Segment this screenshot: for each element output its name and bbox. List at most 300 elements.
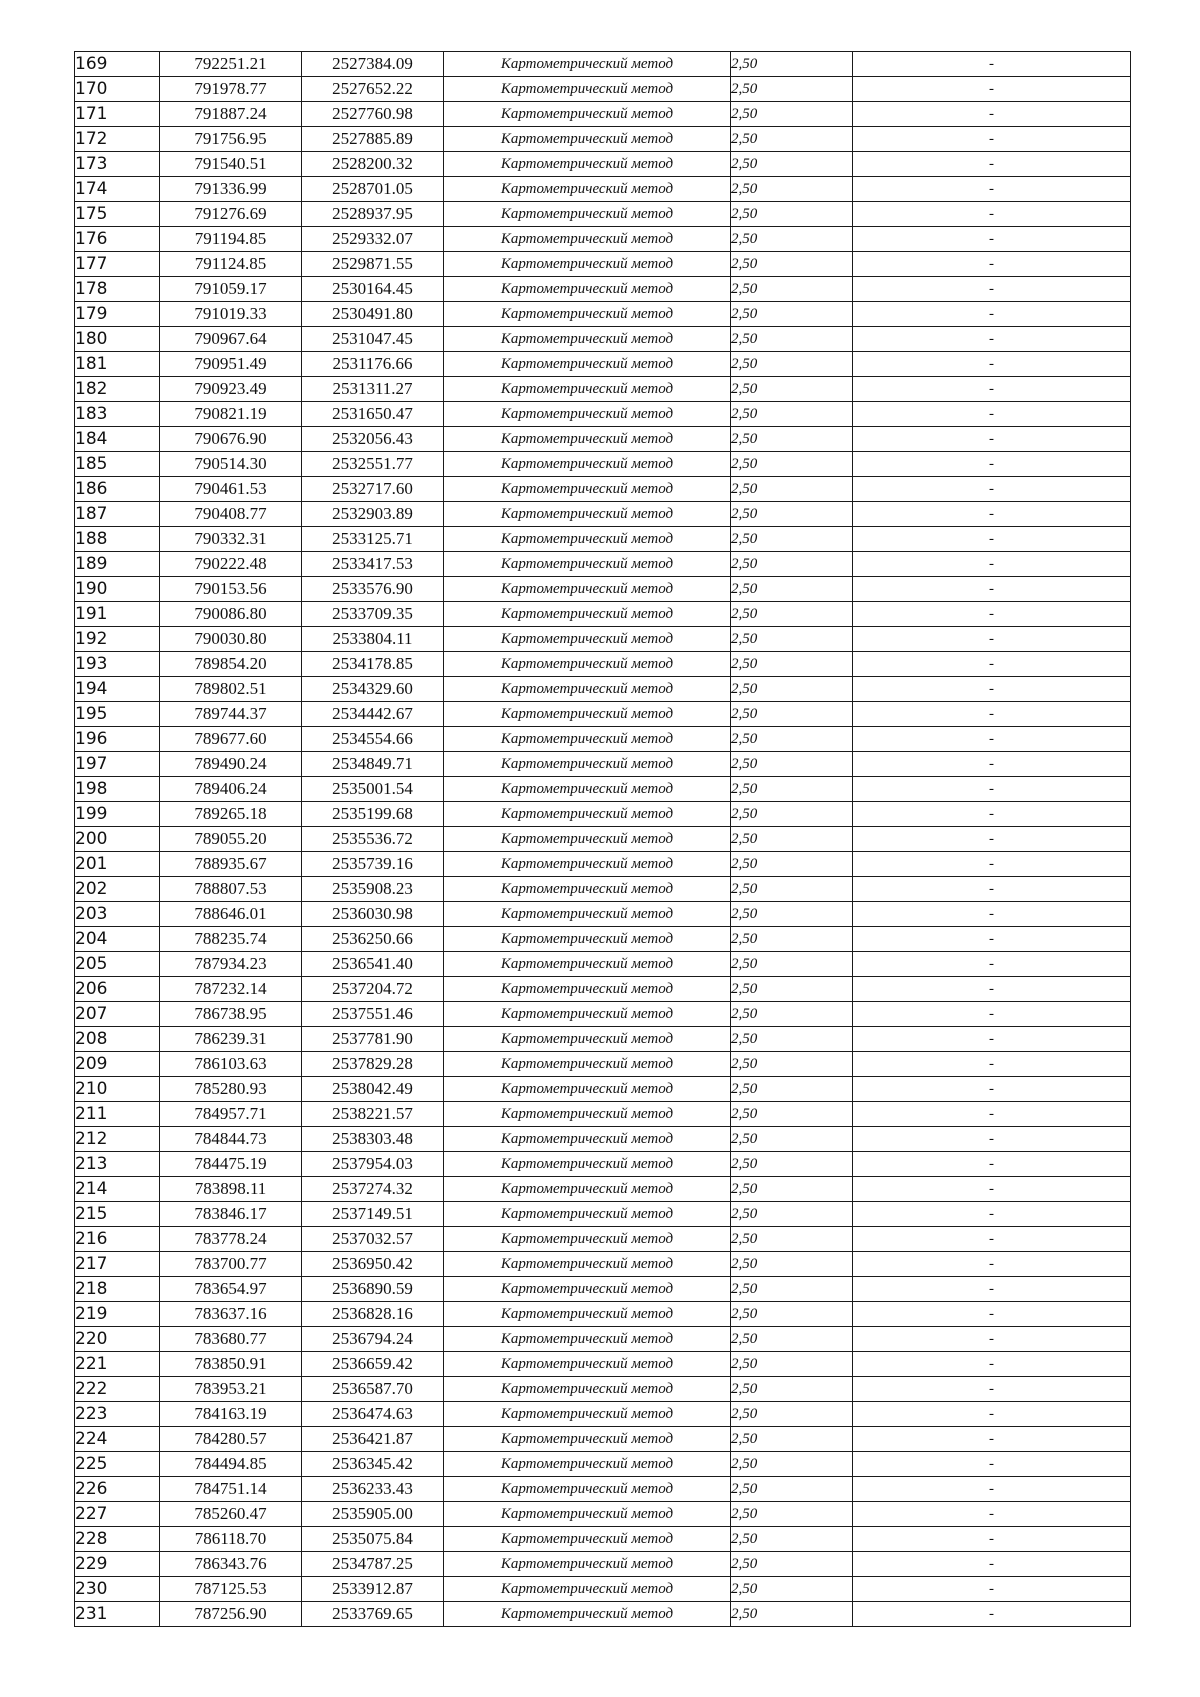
point-number-cell: 193 [75,652,160,677]
y-coordinate-cell: 2536474.63 [302,1402,444,1427]
accuracy-cell: 2,50 [731,1277,853,1302]
accuracy-cell: 2,50 [731,1102,853,1127]
x-coordinate-cell: 786239.31 [160,1027,302,1052]
point-number-cell: 184 [75,427,160,452]
accuracy-cell: 2,50 [731,627,853,652]
table-row [75,1602,1131,1627]
table-row [75,1352,1131,1377]
y-coordinate-cell: 2537204.72 [302,977,444,1002]
method-cell: Картометрический метод [444,1027,731,1052]
table-row [75,1102,1131,1127]
accuracy-cell: 2,50 [731,827,853,852]
x-coordinate-cell: 787232.14 [160,977,302,1002]
y-coordinate-cell: 2536828.16 [302,1302,444,1327]
accuracy-cell: 2,50 [731,652,853,677]
point-number-cell: 199 [75,802,160,827]
accuracy-cell: 2,50 [731,952,853,977]
point-number-cell: 200 [75,827,160,852]
table-row [75,1152,1131,1177]
accuracy-cell: 2,50 [731,377,853,402]
y-coordinate-cell: 2533417.53 [302,552,444,577]
x-coordinate-cell: 784475.19 [160,1152,302,1177]
accuracy-cell: 2,50 [731,1377,853,1402]
x-coordinate-cell: 790967.64 [160,327,302,352]
point-number-cell: 195 [75,702,160,727]
x-coordinate-cell: 791124.85 [160,252,302,277]
x-coordinate-cell: 789406.24 [160,777,302,802]
table-row [75,1202,1131,1227]
x-coordinate-cell: 784844.73 [160,1127,302,1152]
description-cell: - [853,552,1131,577]
accuracy-cell: 2,50 [731,552,853,577]
method-cell: Картометрический метод [444,752,731,777]
y-coordinate-cell: 2535908.23 [302,877,444,902]
point-number-cell: 226 [75,1477,160,1502]
y-coordinate-cell: 2538042.49 [302,1077,444,1102]
description-cell: - [853,1002,1131,1027]
y-coordinate-cell: 2532903.89 [302,502,444,527]
x-coordinate-cell: 783778.24 [160,1227,302,1252]
table-row [75,1427,1131,1452]
point-number-cell: 222 [75,1377,160,1402]
x-coordinate-cell: 787256.90 [160,1602,302,1627]
accuracy-cell: 2,50 [731,802,853,827]
x-coordinate-cell: 788935.67 [160,852,302,877]
table-row [75,852,1131,877]
x-coordinate-cell: 788807.53 [160,877,302,902]
method-cell: Картометрический метод [444,627,731,652]
table-row [75,1502,1131,1527]
point-number-cell: 185 [75,452,160,477]
method-cell: Картометрический метод [444,1577,731,1602]
description-cell: - [853,1352,1131,1377]
point-number-cell: 180 [75,327,160,352]
point-number-cell: 198 [75,777,160,802]
x-coordinate-cell: 789744.37 [160,702,302,727]
point-number-cell: 191 [75,602,160,627]
table-row [75,152,1131,177]
table-row [75,1127,1131,1152]
description-cell: - [853,377,1131,402]
y-coordinate-cell: 2535075.84 [302,1527,444,1552]
method-cell: Картометрический метод [444,652,731,677]
accuracy-cell: 2,50 [731,302,853,327]
table-row [75,1227,1131,1252]
method-cell: Картометрический метод [444,1102,731,1127]
accuracy-cell: 2,50 [731,1402,853,1427]
description-cell: - [853,302,1131,327]
table-row [75,277,1131,302]
accuracy-cell: 2,50 [731,1327,853,1352]
point-number-cell: 218 [75,1277,160,1302]
point-number-cell: 170 [75,77,160,102]
table-row [75,902,1131,927]
method-cell: Картометрический метод [444,702,731,727]
point-number-cell: 174 [75,177,160,202]
description-cell: - [853,252,1131,277]
x-coordinate-cell: 789802.51 [160,677,302,702]
point-number-cell: 201 [75,852,160,877]
description-cell: - [853,1577,1131,1602]
accuracy-cell: 2,50 [731,77,853,102]
y-coordinate-cell: 2536233.43 [302,1477,444,1502]
table-row [75,377,1131,402]
coordinates-table [74,51,1131,1627]
method-cell: Картометрический метод [444,927,731,952]
point-number-cell: 215 [75,1202,160,1227]
y-coordinate-cell: 2527760.98 [302,102,444,127]
description-cell: - [853,1477,1131,1502]
accuracy-cell: 2,50 [731,1452,853,1477]
point-number-cell: 227 [75,1502,160,1527]
point-number-cell: 210 [75,1077,160,1102]
table-row [75,252,1131,277]
point-number-cell: 194 [75,677,160,702]
y-coordinate-cell: 2533125.71 [302,527,444,552]
y-coordinate-cell: 2534554.66 [302,727,444,752]
description-cell: - [853,1302,1131,1327]
accuracy-cell: 2,50 [731,1477,853,1502]
method-cell: Картометрический метод [444,1177,731,1202]
y-coordinate-cell: 2528937.95 [302,202,444,227]
x-coordinate-cell: 783654.97 [160,1277,302,1302]
table-row [75,1252,1131,1277]
table-row [75,1377,1131,1402]
method-cell: Картометрический метод [444,952,731,977]
x-coordinate-cell: 788646.01 [160,902,302,927]
x-coordinate-cell: 790408.77 [160,502,302,527]
point-number-cell: 211 [75,1102,160,1127]
method-cell: Картометрический метод [444,277,731,302]
method-cell: Картометрический метод [444,727,731,752]
description-cell: - [853,852,1131,877]
point-number-cell: 189 [75,552,160,577]
description-cell: - [853,1552,1131,1577]
method-cell: Картометрический метод [444,1452,731,1477]
y-coordinate-cell: 2534178.85 [302,652,444,677]
method-cell: Картометрический метод [444,1402,731,1427]
accuracy-cell: 2,50 [731,1552,853,1577]
x-coordinate-cell: 790222.48 [160,552,302,577]
accuracy-cell: 2,50 [731,127,853,152]
table-row [75,1477,1131,1502]
method-cell: Картометрический метод [444,1202,731,1227]
description-cell: - [853,777,1131,802]
accuracy-cell: 2,50 [731,527,853,552]
table-row [75,577,1131,602]
point-number-cell: 204 [75,927,160,952]
x-coordinate-cell: 789490.24 [160,752,302,777]
x-coordinate-cell: 784957.71 [160,1102,302,1127]
accuracy-cell: 2,50 [731,452,853,477]
table-row [75,1452,1131,1477]
table-row [75,727,1131,752]
accuracy-cell: 2,50 [731,927,853,952]
y-coordinate-cell: 2536890.59 [302,1277,444,1302]
method-cell: Картометрический метод [444,402,731,427]
point-number-cell: 183 [75,402,160,427]
table-row [75,402,1131,427]
table-row [75,102,1131,127]
accuracy-cell: 2,50 [731,427,853,452]
point-number-cell: 221 [75,1352,160,1377]
x-coordinate-cell: 790086.80 [160,602,302,627]
description-cell: - [853,677,1131,702]
accuracy-cell: 2,50 [731,1502,853,1527]
point-number-cell: 203 [75,902,160,927]
coordinates-table-body [75,52,1131,1627]
x-coordinate-cell: 791978.77 [160,77,302,102]
accuracy-cell: 2,50 [731,252,853,277]
description-cell: - [853,727,1131,752]
accuracy-cell: 2,50 [731,1302,853,1327]
accuracy-cell: 2,50 [731,1427,853,1452]
x-coordinate-cell: 786118.70 [160,1527,302,1552]
y-coordinate-cell: 2533576.90 [302,577,444,602]
accuracy-cell: 2,50 [731,327,853,352]
x-coordinate-cell: 790676.90 [160,427,302,452]
y-coordinate-cell: 2536794.24 [302,1327,444,1352]
description-cell: - [853,1177,1131,1202]
x-coordinate-cell: 783953.21 [160,1377,302,1402]
y-coordinate-cell: 2535199.68 [302,802,444,827]
x-coordinate-cell: 791194.85 [160,227,302,252]
description-cell: - [853,1327,1131,1352]
method-cell: Картометрический метод [444,102,731,127]
x-coordinate-cell: 791276.69 [160,202,302,227]
x-coordinate-cell: 791059.17 [160,277,302,302]
description-cell: - [853,77,1131,102]
point-number-cell: 181 [75,352,160,377]
description-cell: - [853,1202,1131,1227]
x-coordinate-cell: 791019.33 [160,302,302,327]
accuracy-cell: 2,50 [731,1127,853,1152]
table-row [75,1177,1131,1202]
x-coordinate-cell: 792251.21 [160,52,302,77]
table-row [75,177,1131,202]
method-cell: Картометрический метод [444,252,731,277]
method-cell: Картометрический метод [444,1327,731,1352]
point-number-cell: 206 [75,977,160,1002]
table-row [75,77,1131,102]
y-coordinate-cell: 2536345.42 [302,1452,444,1477]
table-row [75,552,1131,577]
table-row [75,827,1131,852]
method-cell: Картометрический метод [444,77,731,102]
point-number-cell: 205 [75,952,160,977]
y-coordinate-cell: 2534849.71 [302,752,444,777]
y-coordinate-cell: 2528200.32 [302,152,444,177]
method-cell: Картометрический метод [444,677,731,702]
description-cell: - [853,627,1131,652]
x-coordinate-cell: 790821.19 [160,402,302,427]
x-coordinate-cell: 783898.11 [160,1177,302,1202]
x-coordinate-cell: 783700.77 [160,1252,302,1277]
description-cell: - [853,652,1131,677]
point-number-cell: 188 [75,527,160,552]
y-coordinate-cell: 2527652.22 [302,77,444,102]
y-coordinate-cell: 2532551.77 [302,452,444,477]
description-cell: - [853,1052,1131,1077]
method-cell: Картометрический метод [444,52,731,77]
description-cell: - [853,127,1131,152]
x-coordinate-cell: 790951.49 [160,352,302,377]
accuracy-cell: 2,50 [731,577,853,602]
description-cell: - [853,1602,1131,1627]
method-cell: Картометрический метод [444,777,731,802]
table-row [75,652,1131,677]
y-coordinate-cell: 2535905.00 [302,1502,444,1527]
method-cell: Картометрический метод [444,152,731,177]
point-number-cell: 213 [75,1152,160,1177]
x-coordinate-cell: 783846.17 [160,1202,302,1227]
description-cell: - [853,1527,1131,1552]
method-cell: Картометрический метод [444,1302,731,1327]
method-cell: Картометрический метод [444,1227,731,1252]
x-coordinate-cell: 790153.56 [160,577,302,602]
method-cell: Картометрический метод [444,1602,731,1627]
x-coordinate-cell: 784163.19 [160,1402,302,1427]
accuracy-cell: 2,50 [731,1352,853,1377]
x-coordinate-cell: 790030.80 [160,627,302,652]
y-coordinate-cell: 2531047.45 [302,327,444,352]
description-cell: - [853,577,1131,602]
x-coordinate-cell: 785260.47 [160,1502,302,1527]
accuracy-cell: 2,50 [731,52,853,77]
x-coordinate-cell: 786103.63 [160,1052,302,1077]
method-cell: Картометрический метод [444,377,731,402]
table-row [75,1577,1131,1602]
table-row [75,202,1131,227]
description-cell: - [853,1102,1131,1127]
x-coordinate-cell: 784280.57 [160,1427,302,1452]
x-coordinate-cell: 790461.53 [160,477,302,502]
y-coordinate-cell: 2535739.16 [302,852,444,877]
description-cell: - [853,877,1131,902]
table-row [75,952,1131,977]
method-cell: Картометрический метод [444,177,731,202]
point-number-cell: 176 [75,227,160,252]
point-number-cell: 175 [75,202,160,227]
description-cell: - [853,952,1131,977]
description-cell: - [853,1277,1131,1302]
description-cell: - [853,602,1131,627]
point-number-cell: 220 [75,1327,160,1352]
table-row [75,1552,1131,1577]
description-cell: - [853,277,1131,302]
description-cell: - [853,702,1131,727]
method-cell: Картометрический метод [444,1527,731,1552]
method-cell: Картометрический метод [444,902,731,927]
point-number-cell: 228 [75,1527,160,1552]
accuracy-cell: 2,50 [731,477,853,502]
y-coordinate-cell: 2531650.47 [302,402,444,427]
accuracy-cell: 2,50 [731,202,853,227]
description-cell: - [853,502,1131,527]
y-coordinate-cell: 2534787.25 [302,1552,444,1577]
description-cell: - [853,1502,1131,1527]
description-cell: - [853,1077,1131,1102]
x-coordinate-cell: 783680.77 [160,1327,302,1352]
table-row [75,502,1131,527]
accuracy-cell: 2,50 [731,702,853,727]
accuracy-cell: 2,50 [731,727,853,752]
y-coordinate-cell: 2533912.87 [302,1577,444,1602]
description-cell: - [853,977,1131,1002]
method-cell: Картометрический метод [444,1252,731,1277]
accuracy-cell: 2,50 [731,227,853,252]
description-cell: - [853,902,1131,927]
accuracy-cell: 2,50 [731,677,853,702]
y-coordinate-cell: 2528701.05 [302,177,444,202]
y-coordinate-cell: 2537551.46 [302,1002,444,1027]
y-coordinate-cell: 2527885.89 [302,127,444,152]
description-cell: - [853,177,1131,202]
accuracy-cell: 2,50 [731,877,853,902]
y-coordinate-cell: 2536659.42 [302,1352,444,1377]
table-row [75,527,1131,552]
accuracy-cell: 2,50 [731,277,853,302]
table-row [75,52,1131,77]
y-coordinate-cell: 2536541.40 [302,952,444,977]
method-cell: Картометрический метод [444,502,731,527]
point-number-cell: 209 [75,1052,160,1077]
y-coordinate-cell: 2535536.72 [302,827,444,852]
y-coordinate-cell: 2534442.67 [302,702,444,727]
x-coordinate-cell: 785280.93 [160,1077,302,1102]
accuracy-cell: 2,50 [731,977,853,1002]
description-cell: - [853,427,1131,452]
x-coordinate-cell: 786343.76 [160,1552,302,1577]
table-row [75,1277,1131,1302]
y-coordinate-cell: 2538303.48 [302,1127,444,1152]
method-cell: Картометрический метод [444,427,731,452]
table-row [75,452,1131,477]
accuracy-cell: 2,50 [731,777,853,802]
accuracy-cell: 2,50 [731,1152,853,1177]
point-number-cell: 202 [75,877,160,902]
y-coordinate-cell: 2536587.70 [302,1377,444,1402]
point-number-cell: 217 [75,1252,160,1277]
accuracy-cell: 2,50 [731,152,853,177]
y-coordinate-cell: 2537829.28 [302,1052,444,1077]
description-cell: - [853,327,1131,352]
x-coordinate-cell: 791540.51 [160,152,302,177]
table-row [75,1527,1131,1552]
description-cell: - [853,827,1131,852]
x-coordinate-cell: 787934.23 [160,952,302,977]
description-cell: - [853,477,1131,502]
accuracy-cell: 2,50 [731,1252,853,1277]
point-number-cell: 197 [75,752,160,777]
point-number-cell: 207 [75,1002,160,1027]
accuracy-cell: 2,50 [731,1177,853,1202]
x-coordinate-cell: 783850.91 [160,1352,302,1377]
method-cell: Картометрический метод [444,452,731,477]
point-number-cell: 219 [75,1302,160,1327]
accuracy-cell: 2,50 [731,1577,853,1602]
point-number-cell: 223 [75,1402,160,1427]
description-cell: - [853,52,1131,77]
y-coordinate-cell: 2536250.66 [302,927,444,952]
method-cell: Картометрический метод [444,352,731,377]
x-coordinate-cell: 791756.95 [160,127,302,152]
method-cell: Картометрический метод [444,327,731,352]
method-cell: Картометрический метод [444,1052,731,1077]
point-number-cell: 192 [75,627,160,652]
table-row [75,227,1131,252]
point-number-cell: 190 [75,577,160,602]
